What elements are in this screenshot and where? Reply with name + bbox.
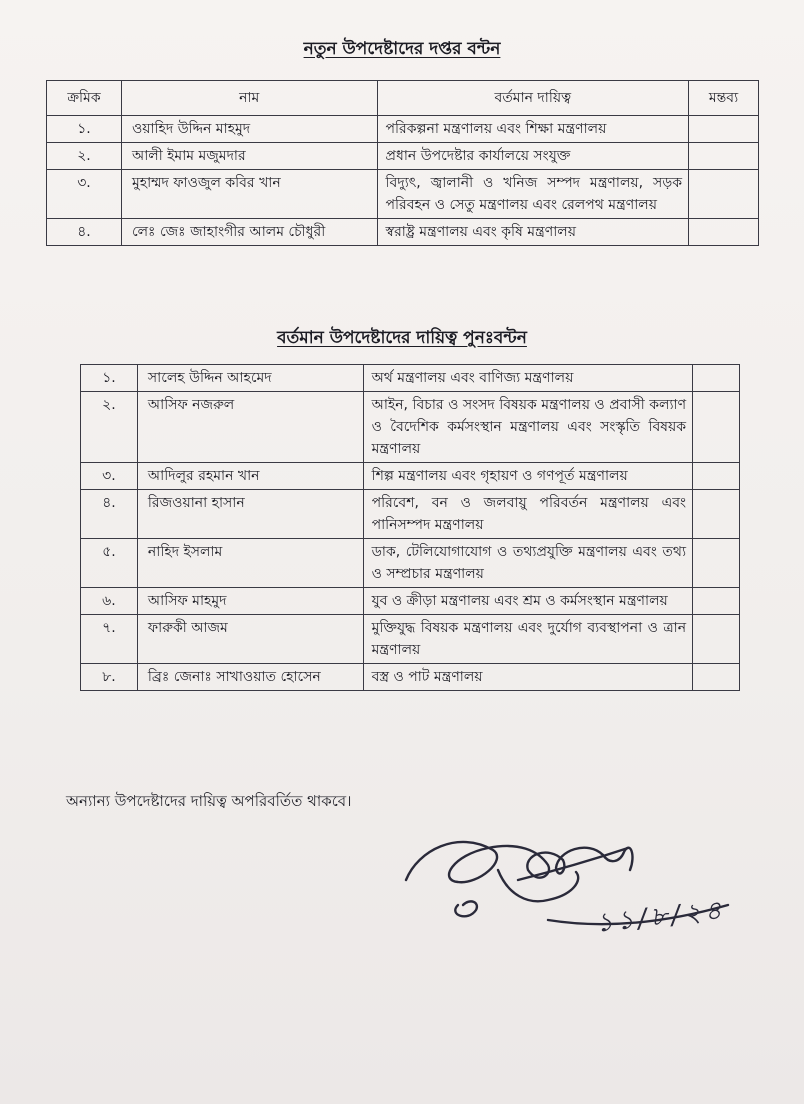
- header-name: নাম: [121, 81, 377, 116]
- serial-cell: ২.: [47, 143, 122, 170]
- serial-cell: ৪.: [81, 490, 138, 539]
- name-cell: সালেহ উদ্দিন আহমেদ: [137, 365, 363, 392]
- table-row: [81, 365, 740, 392]
- remark-cell: [693, 539, 740, 588]
- new-advisers-table: [46, 80, 759, 246]
- remark-cell: [693, 365, 740, 392]
- remark-cell: [693, 490, 740, 539]
- duty-cell: অর্থ মন্ত্রণালয় এবং বাণিজ্য মন্ত্রণালয়: [363, 365, 692, 392]
- duty-cell: স্বরাষ্ট্র মন্ত্রণালয় এবং কৃষি মন্ত্রণালয়: [377, 219, 688, 246]
- header-duty: বর্তমান দায়িত্ব: [377, 81, 688, 116]
- remark-cell: [693, 588, 740, 615]
- duty-cell: শিল্প মন্ত্রণালয় এবং গৃহায়ণ ও গণপূর্ত মন্ত্রণালয়: [363, 463, 692, 490]
- remark-cell: [689, 143, 759, 170]
- name-cell: আসিফ মাহমুদ: [137, 588, 363, 615]
- name-cell: আসিফ নজরুল: [137, 392, 363, 463]
- name-cell: ফারুকী আজম: [137, 615, 363, 664]
- duty-cell: পরিবেশ, বন ও জলবায়ু পরিবর্তন মন্ত্রণালয় এবং পানিসম্পদ মন্ত্রণালয়: [363, 490, 692, 539]
- remark-cell: [693, 463, 740, 490]
- duty-cell: যুব ও ক্রীড়া মন্ত্রণালয় এবং শ্রম ও কর্মসংস্থান মন্ত্রণালয়: [363, 588, 692, 615]
- duty-cell: প্রধান উপদেষ্টার কার্যালয়ে সংযুক্ত: [377, 143, 688, 170]
- serial-cell: ৭.: [81, 615, 138, 664]
- name-cell: মুহাম্মদ ফাওজুল কবির খান: [121, 170, 377, 219]
- name-cell: ব্রিঃ জেনাঃ সাখাওয়াত হোসেন: [137, 664, 363, 691]
- name-cell: ওয়াহিদ উদ্দিন মাহমুদ: [121, 116, 377, 143]
- table-row: [81, 664, 740, 691]
- name-cell: রিজওয়ানা হাসান: [137, 490, 363, 539]
- remark-cell: [689, 219, 759, 246]
- remark-cell: [689, 116, 759, 143]
- signature-block: [398, 810, 778, 964]
- table-row: [47, 170, 759, 219]
- remark-cell: [693, 664, 740, 691]
- serial-cell: ৮.: [81, 664, 138, 691]
- remark-cell: [689, 170, 759, 219]
- serial-cell: ৪.: [47, 219, 122, 246]
- footer-note: অন্যান্য উপদেষ্টাদের দায়িত্ব অপরিবর্তিত থাকবে।: [66, 792, 352, 810]
- name-cell: আদিলুর রহমান খান: [137, 463, 363, 490]
- table-row: [81, 539, 740, 588]
- name-cell: আলী ইমাম মজুমদার: [121, 143, 377, 170]
- table-row: [81, 588, 740, 615]
- serial-cell: ৫.: [81, 539, 138, 588]
- table-header-row: [47, 81, 759, 116]
- reassigned-advisers-table: [80, 364, 740, 691]
- duty-cell: পরিকল্পনা মন্ত্রণালয় এবং শিক্ষা মন্ত্রণালয়: [377, 116, 688, 143]
- header-serial: ক্রমিক: [47, 81, 122, 116]
- section1-title: নতুন উপদেষ্টাদের দপ্তর বন্টন: [303, 39, 501, 59]
- remark-cell: [693, 615, 740, 664]
- table-row: [81, 615, 740, 664]
- serial-cell: ৩.: [81, 463, 138, 490]
- serial-cell: ১.: [47, 116, 122, 143]
- table-row: [47, 143, 759, 170]
- serial-cell: ২.: [81, 392, 138, 463]
- signature-date: ১১/৮/২৪: [594, 895, 728, 939]
- duty-cell: বিদ্যুৎ, জ্বালানী ও খনিজ সম্পদ মন্ত্রণালয়, সড়ক পরিবহন ও সেতু মন্ত্রণালয় এবং রেলপথ মন্ত্রণালয়: [377, 170, 688, 219]
- handwritten-signature: [398, 810, 778, 960]
- duty-cell: মুক্তিযুদ্ধ বিষয়ক মন্ত্রণালয় এবং দুর্যোগ ব্যবস্থাপনা ও ত্রান মন্ত্রণালয়: [363, 615, 692, 664]
- duty-cell: আইন, বিচার ও সংসদ বিষয়ক মন্ত্রণালয় ও প্রবাসী কল্যাণ ও বৈদেশিক কর্মসংস্থান মন্ত্রণালয় এবং সংস্কৃতি বিষয়ক মন্ত্রণালয়: [363, 392, 692, 463]
- header-remark: মন্তব্য: [689, 81, 759, 116]
- name-cell: লেঃ জেঃ জাহাংগীর আলম চৌধুরী: [121, 219, 377, 246]
- remark-cell: [693, 392, 740, 463]
- serial-cell: ৩.: [47, 170, 122, 219]
- duty-cell: ডাক, টেলিযোগাযোগ ও তথ্যপ্রযুক্তি মন্ত্রণালয় এবং তথ্য ও সম্প্রচার মন্ত্রণালয়: [363, 539, 692, 588]
- section2-title: বর্তমান উপদেষ্টাদের দায়িত্ব পুনঃবন্টন: [277, 328, 527, 348]
- table-row: [81, 463, 740, 490]
- table-row: [47, 219, 759, 246]
- table-row: [81, 490, 740, 539]
- table-row: [81, 392, 740, 463]
- serial-cell: ১.: [81, 365, 138, 392]
- name-cell: নাহিদ ইসলাম: [137, 539, 363, 588]
- table-row: [47, 116, 759, 143]
- duty-cell: বস্ত্র ও পাট মন্ত্রণালয়: [363, 664, 692, 691]
- serial-cell: ৬.: [81, 588, 138, 615]
